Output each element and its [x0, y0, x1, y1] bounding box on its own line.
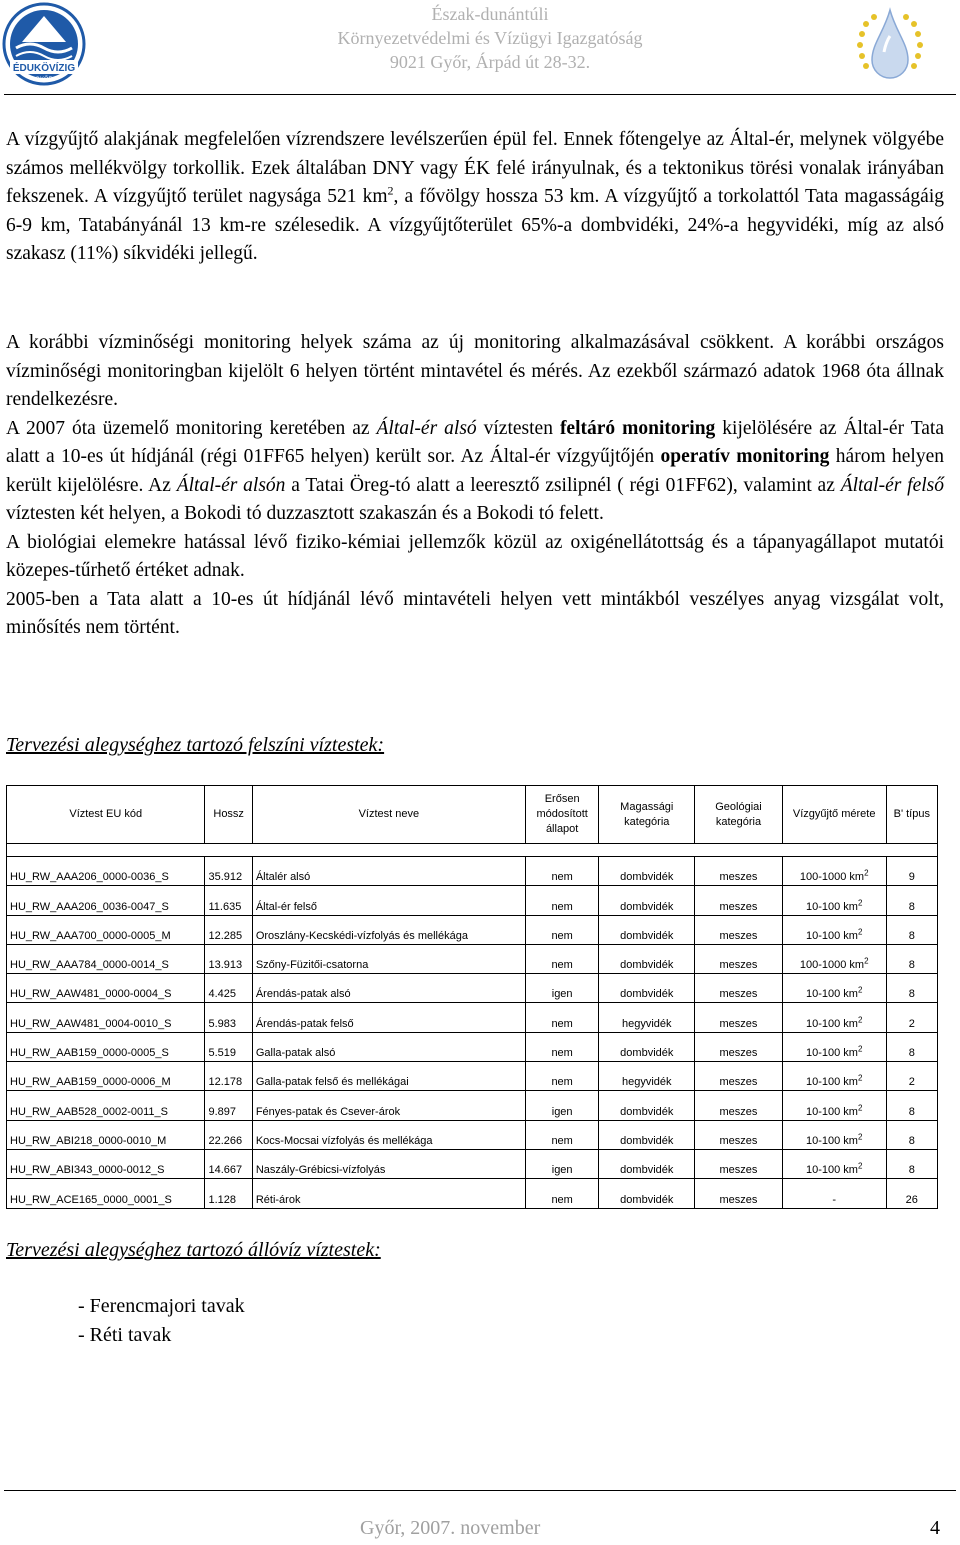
table-cell-btip	[886, 974, 937, 1003]
table-cell-geo	[695, 886, 783, 915]
cell-text: 100-1000 km	[799, 959, 865, 972]
cell-text: Réti-árok	[255, 1193, 301, 1206]
table-row	[7, 974, 938, 1003]
cell-text: 10-100 km	[805, 1017, 858, 1030]
cell-text: nem	[551, 929, 573, 942]
table-cell-eros	[525, 915, 599, 944]
cell-text: 10-100 km	[805, 1047, 858, 1060]
table-cell-code	[7, 1120, 205, 1149]
table-cell-hossz	[205, 1120, 252, 1149]
cell-text: Árendás-patak felső	[255, 1017, 354, 1030]
table-row	[7, 1149, 938, 1178]
cell-text: dombvidék	[620, 871, 674, 884]
table-cell-mag	[599, 1003, 695, 1032]
table-cell-name	[252, 1003, 525, 1032]
table-cell-eros	[525, 886, 599, 915]
standing-waters-title: Tervezési alegységhez tartozó állóvíz víztestek:	[6, 1239, 381, 1261]
monitoring-sentence-1: A korábbi vízminőségi monitoring helyek száma az új monitoring alkalmazásával csökkent. A korábbi országos vízminőségi monitoringban kijelölt 6 helyen történt mintavétel és mérés. Az ezekből származó adatok 1968 óta állnak rendelkezésre.	[6, 332, 944, 410]
table-cell-meret	[782, 1120, 886, 1149]
cell-text: 8	[908, 988, 915, 1001]
cell-text: HU_RW_AAB528_0002-0011_S	[10, 1105, 168, 1118]
list-item: - Ferencmajori tavak	[78, 1295, 245, 1317]
cell-text: meszes	[719, 1017, 758, 1030]
cell-text: dombvidék	[620, 1047, 674, 1060]
cell-text: nem	[551, 1047, 573, 1060]
table-cell-btip	[886, 857, 937, 886]
cell-text: meszes	[719, 1076, 758, 1089]
table-cell-hossz	[205, 1062, 252, 1091]
table-cell-meret	[782, 1032, 886, 1061]
table-cell-btip	[886, 886, 937, 915]
cell-text: nem	[551, 1134, 573, 1147]
cell-text: dombvidék	[620, 1105, 674, 1118]
table-cell-mag	[599, 1062, 695, 1091]
paragraph-monitoring	[6, 329, 944, 643]
footer-date: Győr, 2007. november	[360, 1517, 541, 1539]
cell-text: HU_RW_ABI218_0000-0010_M	[10, 1134, 167, 1147]
table-cell-mag	[599, 915, 695, 944]
paragraph1-text-a: A vízgyűjtő alakjának megfelelően vízrendszere levélszerűen épül fel. Ennek főtengelye az Által-ér, melynek völgyébe számos mellékvölgy torkollik. Ezek általában DNY vagy ÉK felé irányulnak, és a tektonikus törési vonalak irányában fekszenek. A vízgyűjtő terület nagysága 521 km	[6, 129, 944, 207]
cell-text: meszes	[719, 1134, 758, 1147]
table-cell-hossz	[205, 974, 252, 1003]
area-unit-superscript: 2	[857, 1161, 863, 1171]
cell-text: 8	[908, 1047, 915, 1060]
table-cell-geo	[695, 944, 783, 973]
table-cell-name	[252, 915, 525, 944]
area-unit-superscript: 2	[857, 927, 863, 937]
cell-text: 9	[908, 871, 915, 884]
cell-text: nem	[551, 871, 573, 884]
table-cell-name	[252, 1179, 525, 1208]
table-cell-code	[7, 915, 205, 944]
text-run: három helyen került kijelölésre. Az	[6, 446, 945, 496]
cell-text: HU_RW_AAW481_0004-0010_S	[10, 1017, 172, 1030]
paragraph-catchment	[6, 126, 944, 269]
table-cell-geo	[695, 915, 783, 944]
waterbody-name-italic: Által-ér alsón	[176, 474, 286, 496]
table-cell-eros	[525, 944, 599, 973]
table-cell-meret	[782, 974, 886, 1003]
paragraph1-text-b: , a fővölgy hossza 53 km. A vízgyűjtő a torkolattól Tata magasságáig 6-9 km, Tatabányánál 13 km-re szélesedik. A vízgyűjtőterület 65%-a dombvidéki, 24%-a hegyvidéki, míg az alsó szakasz (11%) síkvidéki jellegű.	[6, 186, 945, 264]
cell-text: 8	[908, 1164, 915, 1177]
table-cell-name	[252, 857, 525, 886]
table-header-row	[7, 786, 938, 844]
area-unit-superscript: 2	[387, 183, 394, 198]
column-header: Víztest EU kód	[7, 786, 205, 844]
table-cell-btip	[886, 1179, 937, 1208]
table-cell-hossz	[205, 1032, 252, 1061]
table-cell-name	[252, 1149, 525, 1178]
monitoring-sentence-2	[6, 415, 944, 529]
cell-text: 11.635	[208, 900, 242, 913]
column-header: Vízgyűjtő mérete	[782, 786, 886, 844]
table-cell-hossz	[205, 1149, 252, 1178]
cell-text: 12.285	[208, 929, 243, 942]
table-row	[7, 857, 938, 886]
table-cell-geo	[695, 1003, 783, 1032]
cell-text: dombvidék	[620, 900, 674, 913]
cell-text: 8	[908, 959, 915, 972]
surface-waters-title: Tervezési alegységhez tartozó felszíni víztestek:	[6, 734, 385, 756]
table-row	[7, 944, 938, 973]
org-address: 9021 Győr, Árpád út 28-32.	[389, 52, 591, 72]
column-header: Magassági kategória	[599, 786, 695, 844]
table-cell-meret	[782, 915, 886, 944]
column-header: Geológiai kategória	[695, 786, 783, 844]
area-unit-superscript: 2	[864, 868, 869, 878]
area-unit-superscript: 2	[857, 1073, 863, 1083]
table-row	[7, 1003, 938, 1032]
area-unit-superscript: 2	[857, 1103, 863, 1113]
table-cell-name	[252, 1062, 525, 1091]
table-cell-name	[252, 974, 525, 1003]
cell-text: meszes	[719, 1105, 758, 1118]
cell-text: meszes	[719, 871, 758, 884]
cell-text: Naszály-Grébicsi-vízfolyás	[255, 1164, 386, 1177]
table-cell-geo	[695, 1091, 783, 1120]
cell-text: meszes	[719, 929, 758, 942]
waterbody-name-italic: Által-ér felső	[840, 474, 944, 496]
table-cell-hossz	[205, 944, 252, 973]
table-cell-name	[252, 1032, 525, 1061]
table-cell-btip	[886, 944, 937, 973]
table-cell-mag	[599, 944, 695, 973]
table-cell-eros	[525, 1062, 599, 1091]
cell-text: dombvidék	[620, 929, 674, 942]
left-logo-sublabel: GYŐR	[35, 77, 53, 83]
cell-text: 4.425	[208, 988, 237, 1001]
table-cell-mag	[599, 857, 695, 886]
table-cell-btip	[886, 1003, 937, 1032]
text-run: A 2007 óta üzemelő monitoring keretében az	[6, 417, 377, 439]
cell-text: nem	[551, 959, 573, 972]
edukovizig-logo-icon	[2, 2, 86, 86]
cell-text: 14.667	[208, 1164, 243, 1177]
cell-text: 5.983	[208, 1017, 237, 1030]
spacer-cell	[7, 844, 938, 857]
monitoring-sentence-3: A biológiai elemekre hatással lévő fiziko-kémiai jellemzők közül az oxigénellátottság és a tápanyagállapot mutatói közepes-tűrhető értéket adnak.	[6, 531, 944, 581]
table-cell-btip	[886, 1062, 937, 1091]
cell-text: Fényes-patak és Csever-árok	[255, 1105, 401, 1118]
area-unit-superscript: 2	[857, 1015, 863, 1025]
table-cell-eros	[525, 1032, 599, 1061]
table-cell-eros	[525, 1091, 599, 1120]
text-run: a Tatai Öreg-tó alatt a leeresztő zsilipnél ( régi 01FF62), valamint az	[285, 474, 841, 496]
table-row	[7, 1032, 938, 1061]
cell-text: Által-ér felső	[255, 900, 317, 913]
table-cell-geo	[695, 1032, 783, 1061]
table-cell-hossz	[205, 886, 252, 915]
cell-text: 10-100 km	[805, 1134, 858, 1147]
cell-text: HU_RW_AAA700_0000-0005_M	[10, 929, 171, 942]
table-cell-code	[7, 1062, 205, 1091]
cell-text: 2	[908, 1017, 915, 1030]
org-name-line2: Környezetvédelmi és Vízügyi Igazgatóság	[337, 28, 643, 48]
cell-text: 10-100 km	[805, 929, 858, 942]
page-header	[0, 0, 960, 96]
page-number: 4	[930, 1517, 940, 1539]
cell-text: HU_RW_AAA206_0000-0036_S	[10, 871, 169, 884]
table-cell-btip	[886, 1091, 937, 1120]
cell-text: dombvidék	[620, 1164, 674, 1177]
text-run: kijelölésére az Által-ér Tata alatt a 10-es út hídjánál (régi 01FF65 helyen) került sor. Az Által-ér vízgyűjtőjén	[6, 417, 944, 467]
table-cell-name	[252, 886, 525, 915]
cell-text: 8	[908, 1134, 915, 1147]
standing-waters-list	[78, 1292, 245, 1350]
table-cell-code	[7, 1091, 205, 1120]
text-run: víztesten	[476, 417, 560, 439]
table-cell-code	[7, 1149, 205, 1178]
column-header: Erősen módosított állapot	[525, 786, 599, 844]
table-cell-meret	[782, 857, 886, 886]
cell-text: 10-100 km	[805, 988, 858, 1001]
cell-text: hegyvidék	[622, 1076, 672, 1089]
table-cell-name	[252, 944, 525, 973]
table-cell-name	[252, 1120, 525, 1149]
cell-text: HU_RW_AAB159_0000-0006_M	[10, 1076, 171, 1089]
cell-text: meszes	[719, 988, 758, 1001]
table-cell-meret	[782, 1003, 886, 1032]
table-cell-name	[252, 1091, 525, 1120]
cell-text: dombvidék	[620, 959, 674, 972]
table-cell-code	[7, 974, 205, 1003]
table-cell-geo	[695, 1179, 783, 1208]
table-cell-meret	[782, 1062, 886, 1091]
table-row	[7, 886, 938, 915]
cell-text: 26	[905, 1193, 918, 1206]
cell-text: 10-100 km	[805, 1164, 858, 1177]
cell-text: Kocs-Mocsai vízfolyás és mellékága	[255, 1134, 433, 1147]
cell-text: 9.897	[208, 1105, 237, 1118]
cell-text: meszes	[719, 1164, 758, 1177]
table-cell-meret	[782, 1179, 886, 1208]
table-cell-eros	[525, 1179, 599, 1208]
table-cell-geo	[695, 974, 783, 1003]
cell-text: 8	[908, 900, 915, 913]
cell-text: 10-100 km	[805, 900, 858, 913]
column-header: B' típus	[886, 786, 937, 844]
table-cell-geo	[695, 1120, 783, 1149]
table-row	[7, 1062, 938, 1091]
area-unit-superscript: 2	[857, 1044, 863, 1054]
eu-water-drop-logo-icon	[850, 4, 930, 90]
table-cell-code	[7, 1032, 205, 1061]
table-cell-geo	[695, 857, 783, 886]
table-cell-btip	[886, 1149, 937, 1178]
cell-text: HU_RW_AAA784_0000-0014_S	[10, 959, 169, 972]
table-cell-mag	[599, 1091, 695, 1120]
cell-text: 13.913	[208, 959, 243, 972]
area-unit-superscript: 2	[857, 1132, 863, 1142]
cell-text: Szőny-Füzitői-csatorna	[255, 959, 369, 972]
area-unit-superscript: 2	[857, 985, 863, 995]
table-cell-eros	[525, 1120, 599, 1149]
area-unit-superscript: 2	[857, 897, 863, 907]
table-cell-hossz	[205, 1003, 252, 1032]
operative-monitoring-bold: operatív monitoring	[660, 446, 830, 467]
table-cell-hossz	[205, 1179, 252, 1208]
cell-text: 10-100 km	[805, 1076, 858, 1089]
left-logo-label: ÉDUKÖVÍZIG	[12, 63, 76, 74]
table-cell-code	[7, 1179, 205, 1208]
table-cell-mag	[599, 1120, 695, 1149]
table-cell-code	[7, 886, 205, 915]
table-row	[7, 1120, 938, 1149]
cell-text: 100-1000 km	[799, 871, 865, 884]
cell-text: HU_RW_AAB159_0000-0005_S	[10, 1047, 169, 1060]
column-header: Víztest neve	[252, 786, 525, 844]
cell-text: meszes	[719, 1047, 758, 1060]
org-name-line1: Észak-dunántúli	[431, 4, 549, 24]
table-cell-btip	[886, 915, 937, 944]
cell-text: HU_RW_ACE165_0000_0001_S	[10, 1193, 172, 1206]
table-cell-code	[7, 857, 205, 886]
table-cell-code	[7, 944, 205, 973]
cell-text: Oroszlány-Kecskédi-vízfolyás és mellékága	[255, 929, 468, 942]
table-spacer-row	[7, 844, 938, 857]
cell-text: 22.266	[208, 1134, 243, 1147]
cell-text: Galla-patak felső és mellékágai	[255, 1076, 409, 1089]
table-cell-geo	[695, 1149, 783, 1178]
table-cell-code	[7, 1003, 205, 1032]
column-header: Hossz	[205, 786, 252, 844]
cell-text: dombvidék	[620, 988, 674, 1001]
table-cell-mag	[599, 1179, 695, 1208]
cell-text: HU_RW_AAA206_0036-0047_S	[10, 900, 169, 913]
list-item: - Réti tavak	[78, 1324, 172, 1346]
cell-text: 35.912	[208, 871, 243, 884]
cell-text: Általér alsó	[255, 871, 311, 884]
table-cell-hossz	[205, 857, 252, 886]
text-run: víztesten két helyen, a Bokodi tó duzzasztott szakaszán és a Bokodi tó felett.	[6, 503, 604, 524]
cell-text: 1.128	[208, 1193, 237, 1206]
table-cell-meret	[782, 1091, 886, 1120]
area-unit-superscript: 2	[864, 956, 869, 966]
cell-text: 5.519	[208, 1047, 237, 1060]
header-rule	[4, 94, 956, 95]
table-cell-btip	[886, 1120, 937, 1149]
cell-text: meszes	[719, 959, 758, 972]
table-cell-mag	[599, 886, 695, 915]
table-cell-eros	[525, 857, 599, 886]
table-cell-mag	[599, 974, 695, 1003]
cell-text: 12.178	[208, 1076, 243, 1089]
table-cell-hossz	[205, 1091, 252, 1120]
cell-text: nem	[551, 1193, 573, 1206]
table-cell-mag	[599, 1032, 695, 1061]
cell-text: hegyvidék	[622, 1017, 672, 1030]
table-cell-mag	[599, 1149, 695, 1178]
cell-text: 2	[908, 1076, 915, 1089]
cell-text: HU_RW_AAW481_0000-0004_S	[10, 988, 172, 1001]
cell-text: igen	[551, 988, 573, 1001]
table-cell-eros	[525, 974, 599, 1003]
cell-text: nem	[551, 900, 573, 913]
footer-rule	[4, 1490, 956, 1491]
cell-text: Galla-patak alsó	[255, 1047, 336, 1060]
table-cell-meret	[782, 944, 886, 973]
waterbody-name-italic: Által-ér alsó	[376, 417, 477, 439]
table-cell-meret	[782, 1149, 886, 1178]
cell-text: meszes	[719, 1193, 758, 1206]
cell-text: 8	[908, 929, 915, 942]
cell-text: 10-100 km	[805, 1105, 858, 1118]
cell-text: dombvidék	[620, 1134, 674, 1147]
cell-text: igen	[551, 1164, 573, 1177]
table-cell-meret	[782, 886, 886, 915]
table-cell-hossz	[205, 915, 252, 944]
table-row	[7, 1091, 938, 1120]
cell-text: meszes	[719, 900, 758, 913]
table-row	[7, 1179, 938, 1208]
table-cell-eros	[525, 1003, 599, 1032]
table-row	[7, 915, 938, 944]
cell-text: Árendás-patak alsó	[255, 988, 351, 1001]
monitoring-sentence-4: 2005-ben a Tata alatt a 10-es út hídjánál lévő mintavételi helyen vett mintákból veszélyes anyag vizsgálat volt, minősítés nem történt.	[6, 588, 944, 638]
cell-text: nem	[551, 1076, 573, 1089]
cell-text: igen	[551, 1105, 573, 1118]
surface-waterbody-table	[6, 785, 938, 1209]
cell-text: -	[832, 1193, 837, 1206]
survey-monitoring-bold: feltáró monitoring	[559, 417, 716, 439]
cell-text: 8	[908, 1105, 915, 1118]
table-cell-geo	[695, 1062, 783, 1091]
table-cell-eros	[525, 1149, 599, 1178]
cell-text: HU_RW_ABI343_0000-0012_S	[10, 1164, 165, 1177]
table-cell-btip	[886, 1032, 937, 1061]
cell-text: dombvidék	[620, 1193, 674, 1206]
cell-text: nem	[551, 1017, 573, 1030]
